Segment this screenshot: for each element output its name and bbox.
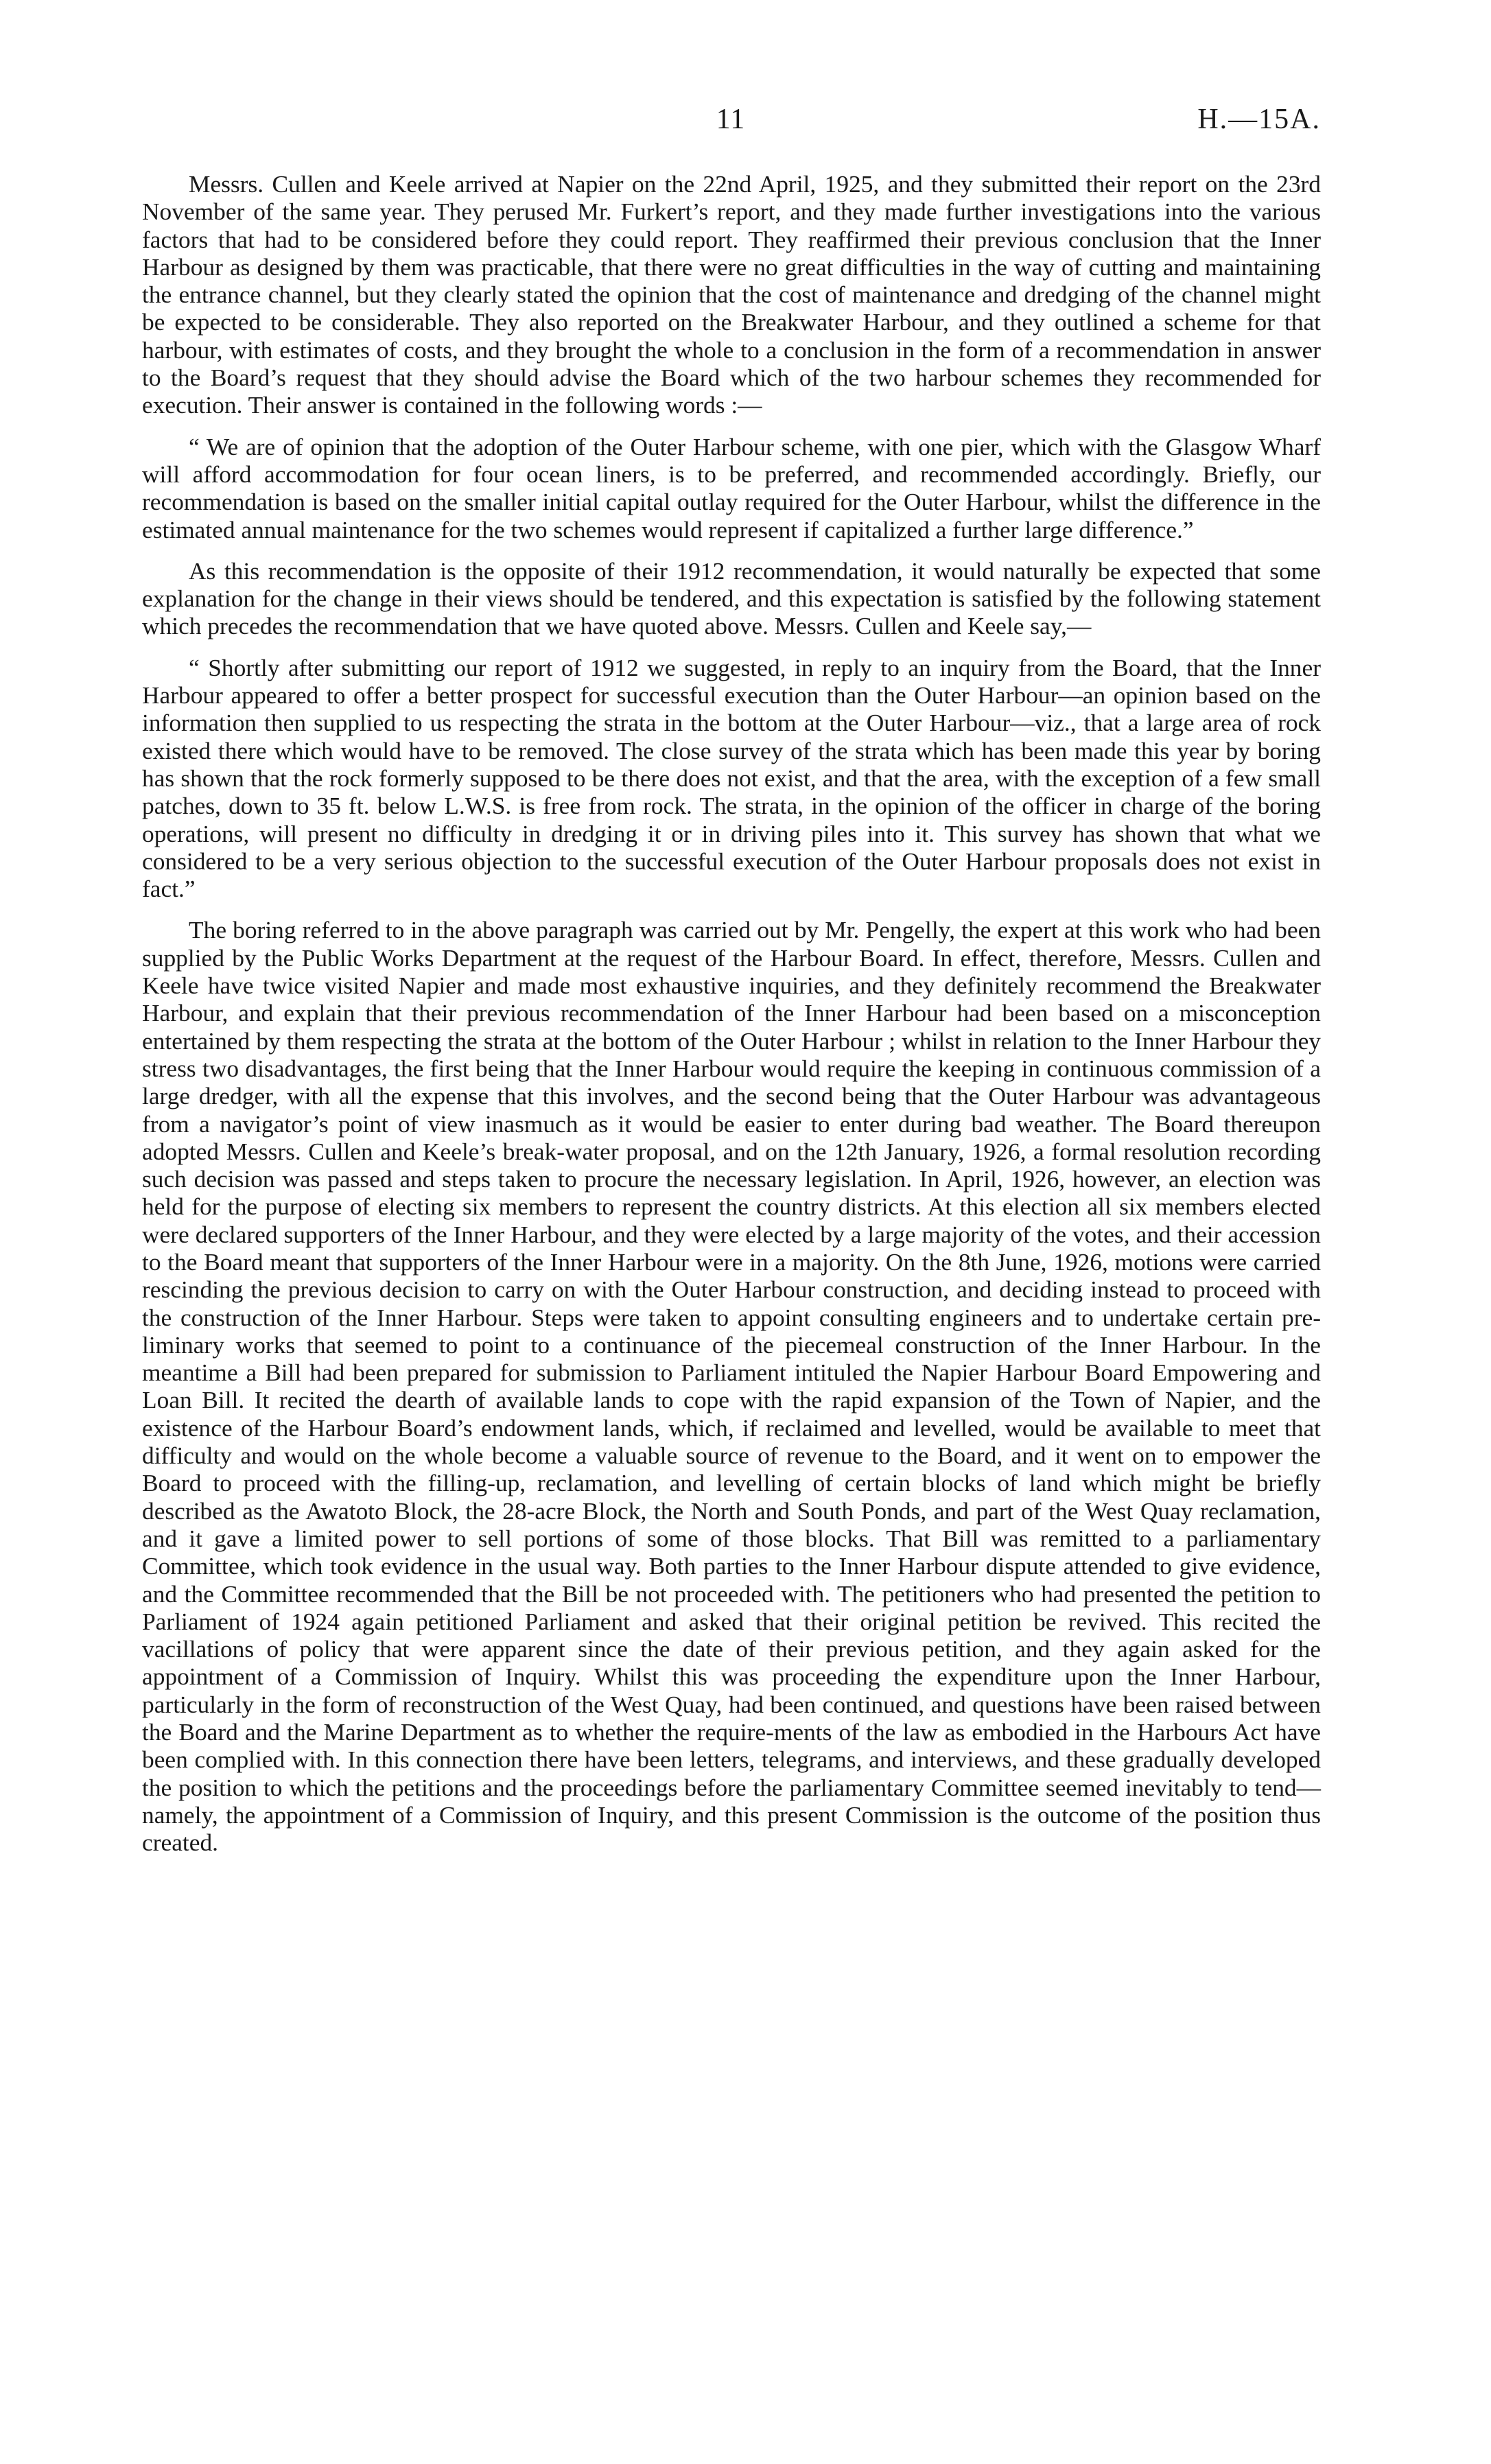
page-header bbox=[141, 103, 1321, 144]
quote-boring-survey: “ Shortly after submitting our report of 1912 we suggested, in reply to an inquiry from the Board, that the Inner Harbour appeared to offer a better prospect for successful execution than the Outer Harbour—an opinion based on the information then supplied to us respecting the strata in the bottom at the Outer Harbour—viz., that a large area of rock existed there which would have to be removed. The close survey of the strata which has been made this year by boring has shown that the rock formerly supposed to be there does not exist, and that the area, with the exception of a few small patches, down to 35 ft. below L.W.S. is free from rock. The strata, in the opinion of the officer in charge of the boring operations, will present no difficulty in dredging it or in driving piles into it. This survey has shown that what we considered to be a very serious objection to the successful execution of the Outer Harbour proposals does not exist in fact.” bbox=[142, 653, 1321, 903]
body-text bbox=[142, 170, 1321, 1857]
page-number: 11 bbox=[716, 104, 746, 135]
paragraph-explanation: As this recommendation is the opposite of their 1912 recommendation, it would naturally be expected that some explanation for the change in their views should be tendered, and this expectation is satisfied by the following statement which precedes the recommendation that we have quoted above. Messrs. Cullen and Keele say,— bbox=[142, 556, 1321, 640]
paragraph-boring-history: The boring referred to in the above paragraph was carried out by Mr. Pengelly, the expert at this work who had been supplied by the Public Works Department at the request of the Harbour Board. In effect, therefore, Messrs. Cullen and Keele have twice visited Napier and made most exhaustive inquiries, and they definitely recommend the Breakwater Harbour, and explain that their previous recommendation of the Inner Harbour had been based on a misconception entertained by them respecting the strata at the bottom of the Outer Harbour ; whilst in relation to the Inner Harbour they stress two disadvantages, the first being that the Inner Harbour would require the keeping in continuous commission of a large dredger, with all the expense that this involves, and the second being that the Outer Harbour was advantageous from a navigator’s point of view inasmuch as it would be easier to enter during bad weather. The Board thereupon adopted Messrs. Cullen and Keele’s break-water proposal, and on the 12th January, 1926, a formal resolution recording such decision was passed and steps taken to procure the necessary legislation. In April, 1926, however, an election was held for the purpose of electing six members to represent the country districts. At this election all six members elected were declared supporters of the Inner Harbour, and they were elected by a large majority of the votes, and their accession to the Board meant that supporters of the Inner Harbour were in a majority. On the 8th June, 1926, motions were carried rescinding the previous decision to carry on with the Outer Harbour construction, and deciding instead to proceed with the construction of the Inner Harbour. Steps were taken to appoint consulting engineers and to undertake certain pre-liminary works that seemed to point to a continuance of the piecemeal construction of the Inner Harbour. In the meantime a Bill had been prepared for submission to Parliament intituled the Napier Harbour Board Empowering and Loan Bill. It recited the dearth of available lands to cope with the rapid expansion of the Town of Napier, and the existence of the Harbour Board’s endowment lands, which, if reclaimed and levelled, would be available to meet that difficulty and would on the whole become a valuable source of revenue to the Board, and it went on to empower the Board to proceed with the filling-up, reclamation, and levelling of certain blocks of land which might be briefly described as the Awatoto Block, the 28-acre Block, the North and South Ponds, and part of the West Quay reclamation, and it gave a limited power to sell portions of some of those blocks. That Bill was remitted to a parliamentary Committee, which took evidence in the usual way. Both parties to the Inner Harbour dispute attended to give evidence, and the Committee recommended that the Bill be not proceeded with. The petitioners who had presented the petition to Parliament of 1924 again petitioned Parliament and asked that their original petition be revived. This recited the vacillations of policy that were apparent since the date of their previous petition, and they again asked for the appointment of a Commission of Inquiry. Whilst this was proceeding the expenditure upon the Inner Harbour, particularly in the form of reconstruction of the West Quay, had been continued, and questions have been raised between the Board and the Marine Department as to whether the require-ments of the law as embodied in the Harbours Act have been complied with. In this connection there have been letters, telegrams, and interviews, and these gradually developed the position to which the petitions and the proceedings before the parliamentary Committee seemed inevitably to tend—namely, the appointment of a Commission of Inquiry, and this present Commission is the outcome of the position thus created. bbox=[142, 916, 1321, 1857]
document-reference: H.—15A. bbox=[1197, 104, 1321, 135]
quote-recommendation: “ We are of opinion that the adoption of the Outer Harbour scheme, with one pier, which with the Glasgow Wharf will afford accommodation for four ocean liners, is to be preferred, and recommended accordingly. Briefly, our recommendation is based on the smaller initial capital outlay required for the Outer Harbour, whilst the difference in the estimated annual maintenance for the two schemes would represent if capitalized a further large difference.” bbox=[142, 432, 1321, 543]
paragraph-report-1925: Messrs. Cullen and Keele arrived at Napier on the 22nd April, 1925, and they submitted their report on the 23rd November of the same year. They perused Mr. Furkert’s report, and they made further investigations into the various factors that had to be considered before they could report. They reaffirmed their previous conclusion that the Inner Harbour as designed by them was practicable, that there were no great difficulties in the way of cutting and maintaining the entrance channel, but they clearly stated the opinion that the cost of maintenance and dredging of the channel might be expected to be considerable. They also reported on the Breakwater Harbour, and they outlined a scheme for that harbour, with estimates of costs, and they brought the whole to a conclusion in the form of a recommendation in answer to the Board’s request that they should advise the Board which of the two harbour schemes they recommended for execution. Their answer is contained in the following words :— bbox=[142, 170, 1321, 419]
